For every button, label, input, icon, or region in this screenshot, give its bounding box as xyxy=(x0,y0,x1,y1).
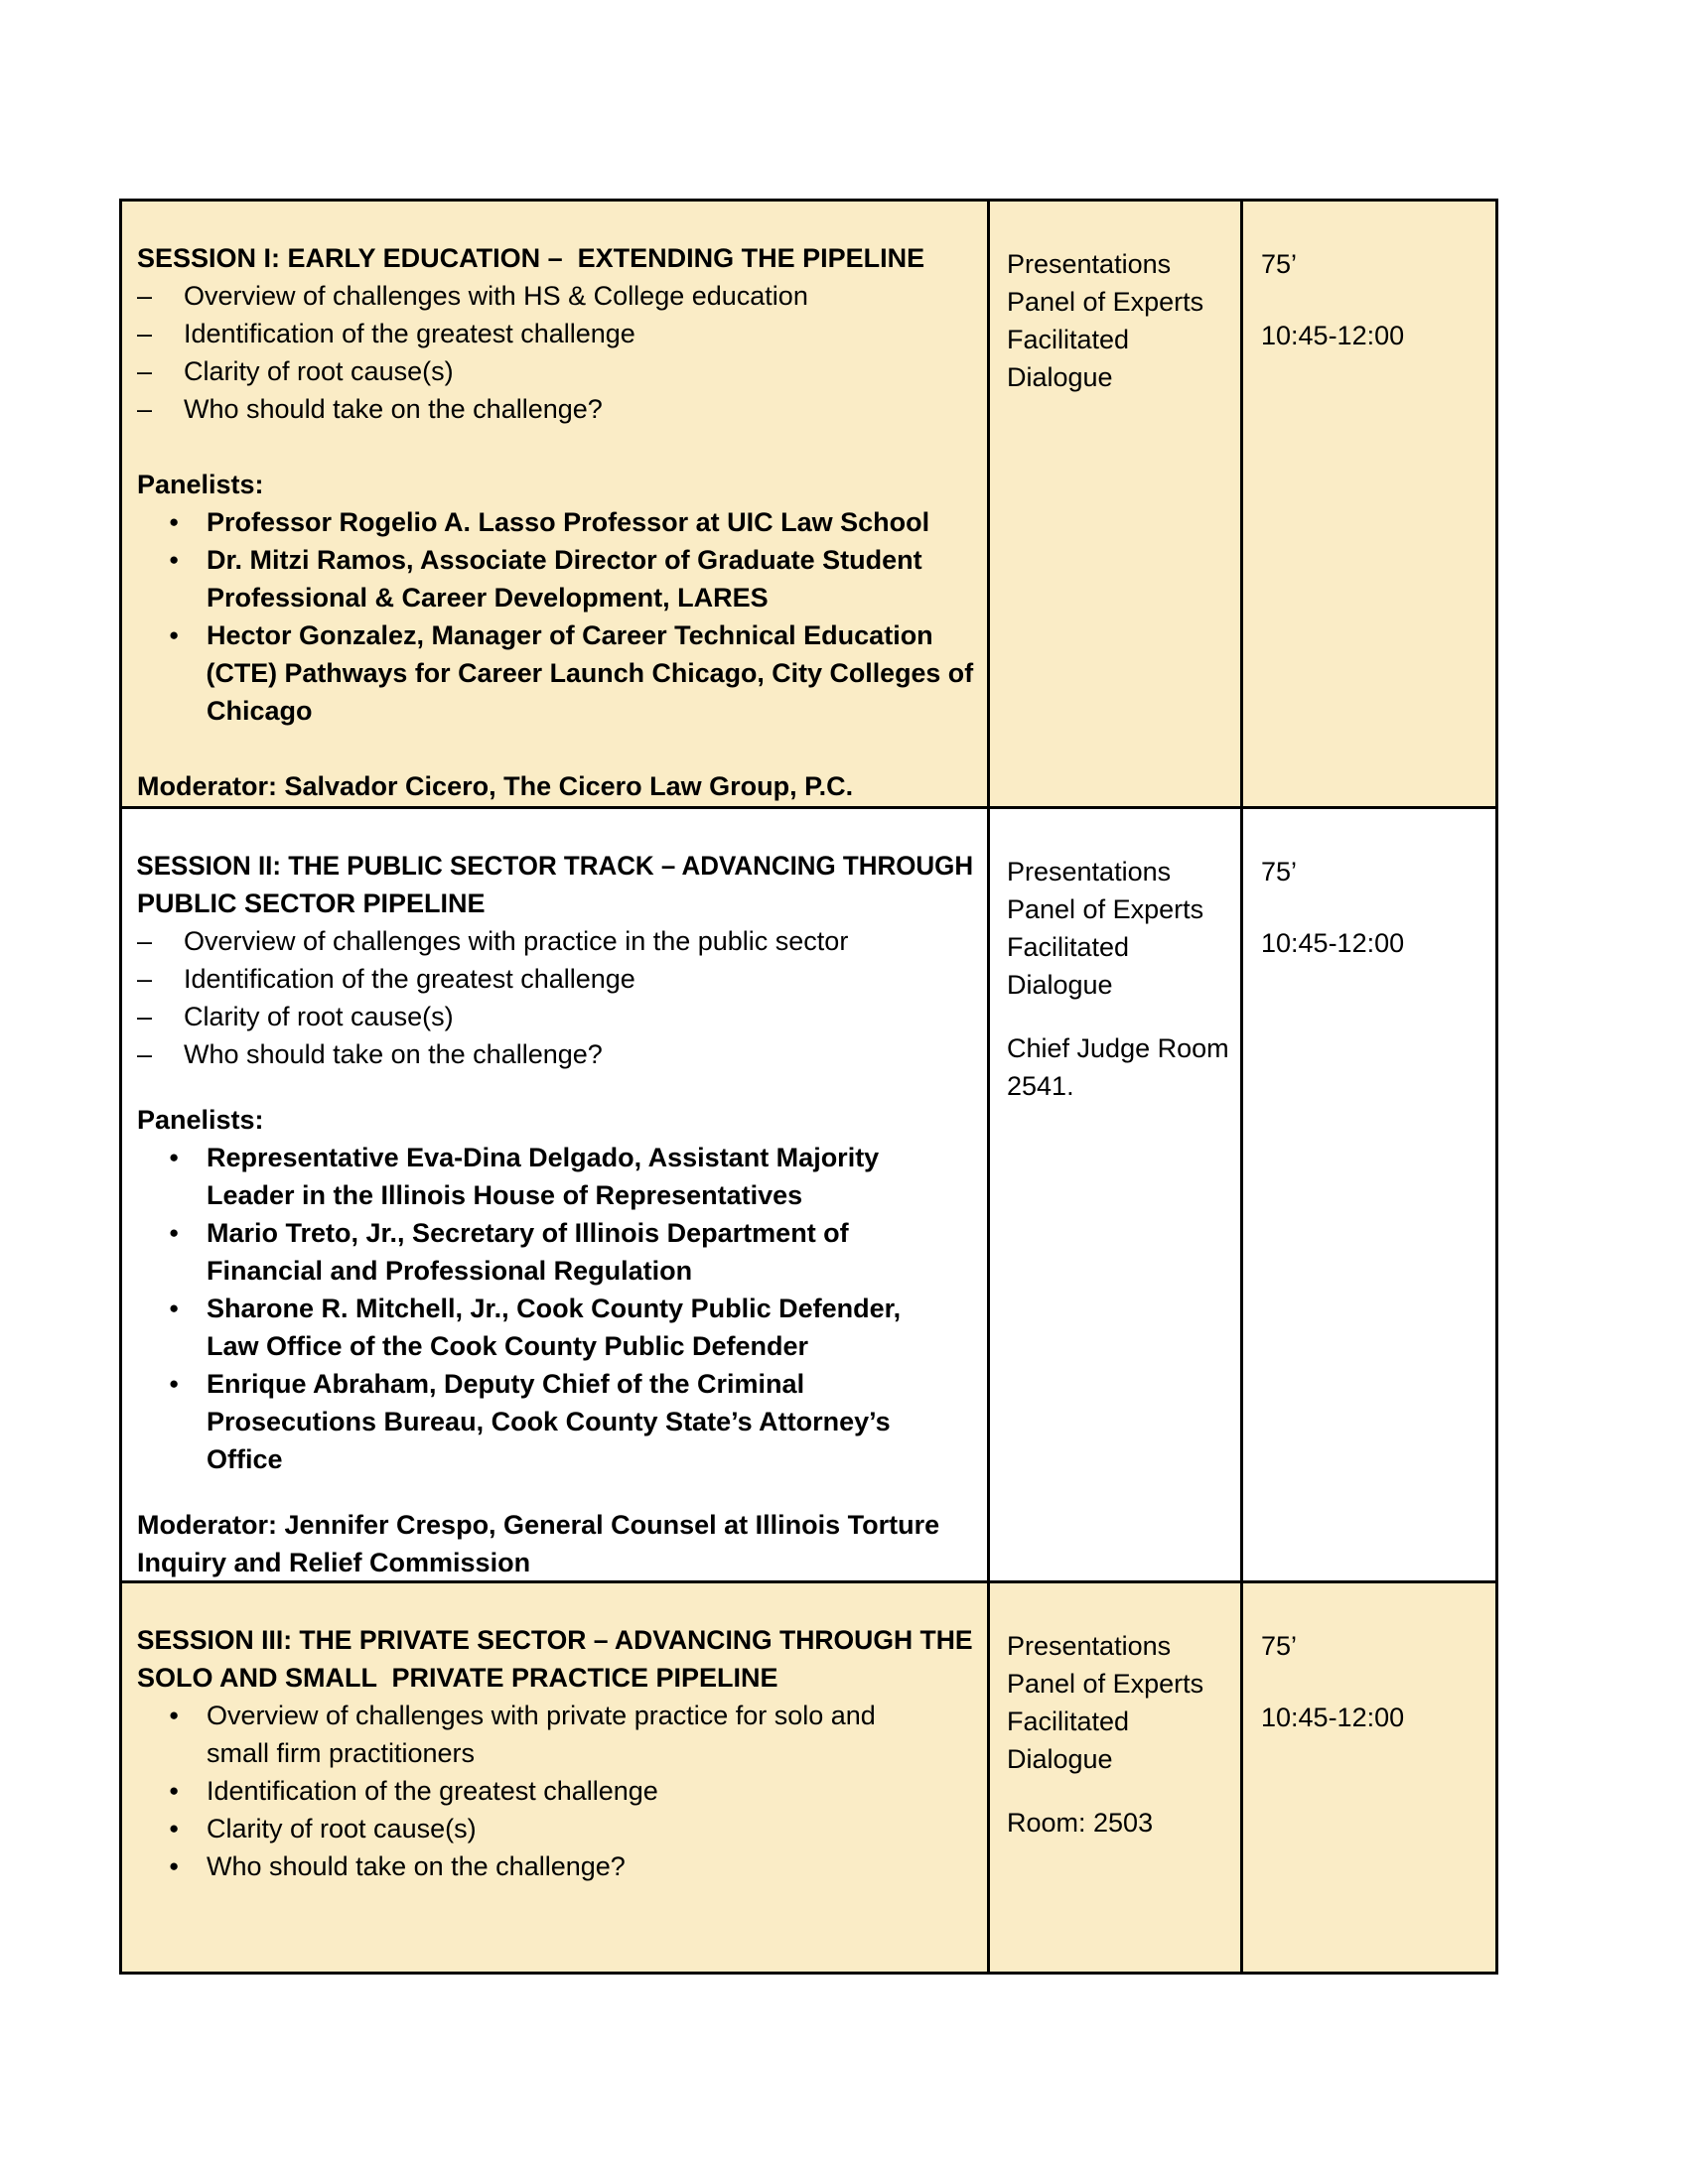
topic-text: Identification of the greatest challenge xyxy=(184,319,635,348)
panelist-item xyxy=(122,541,973,579)
format-line: Panel of Experts xyxy=(1007,1669,1204,1699)
moderator-line-cont: Inquiry and Relief Commission xyxy=(137,1548,531,1577)
dash-icon: – xyxy=(137,394,153,424)
session-1-details-cell xyxy=(122,202,987,806)
topic-text: Overview of challenges with private practice for solo and xyxy=(207,1701,876,1730)
panelist-text-cont: Professional & Career Development, LARES xyxy=(207,583,769,613)
topic-item xyxy=(122,1035,973,1073)
bullet-icon: ● xyxy=(169,1781,180,1800)
session-3-time-cell xyxy=(1240,1583,1495,1972)
panelist-text: Hector Gonzalez, Manager of Career Technical Education xyxy=(207,620,933,650)
session-3-details-cell xyxy=(122,1583,987,1972)
session-title: SESSION II: THE PUBLIC SECTOR TRACK – ADVANCING THROUGH xyxy=(136,851,974,881)
session-row-1 xyxy=(122,202,1495,806)
topic-item xyxy=(122,1810,973,1847)
format-line: Facilitated xyxy=(1007,1706,1130,1736)
bullet-icon: ● xyxy=(169,1298,180,1317)
topic-text: Overview of challenges with HS & College education xyxy=(184,281,808,311)
dash-icon: – xyxy=(137,319,153,348)
panelist-text: Mario Treto, Jr., Secretary of Illinois Department of xyxy=(207,1218,849,1248)
panelist-text: Enrique Abraham, Deputy Chief of the Criminal xyxy=(207,1369,805,1399)
agenda-table xyxy=(119,199,1498,1975)
dash-icon: – xyxy=(137,926,153,956)
session-3-format-cell xyxy=(987,1583,1240,1972)
format-line: Facilitated xyxy=(1007,325,1130,354)
panelist-item xyxy=(122,503,973,541)
panelist-text-cont: (CTE) Pathways for Career Launch Chicago, City Colleges of xyxy=(206,658,974,688)
duration: 75’ xyxy=(1261,857,1298,887)
topic-item xyxy=(122,960,973,998)
topic-text: Who should take on the challenge? xyxy=(184,1039,603,1069)
format-line: Presentations xyxy=(1007,249,1172,279)
panelist-text-cont: Chicago xyxy=(207,696,313,726)
spacer xyxy=(1261,890,1487,924)
session-title-cont: SOLO AND SMALL PRIVATE PRACTICE PIPELINE xyxy=(137,1663,778,1693)
bullet-icon: ● xyxy=(169,625,180,644)
time-range: 10:45-12:00 xyxy=(1261,321,1405,350)
topic-text: Who should take on the challenge? xyxy=(184,394,603,424)
panelist-text-cont: Prosecutions Bureau, Cook County State’s Attorney’s xyxy=(207,1407,891,1436)
session-row-3 xyxy=(122,1580,1495,1972)
panelist-text-cont: Law Office of the Cook County Public Defender xyxy=(207,1331,809,1361)
spacer xyxy=(1261,283,1487,317)
topic-text: Clarity of root cause(s) xyxy=(207,1814,477,1843)
session-1-time-cell xyxy=(1240,202,1495,806)
panelist-item xyxy=(122,1214,973,1252)
bullet-icon: ● xyxy=(169,512,180,531)
spacer xyxy=(1007,1004,1232,1029)
panelist-text-cont: Office xyxy=(207,1444,283,1474)
bullet-icon: ● xyxy=(169,1148,180,1166)
session-2-time-cell xyxy=(1240,809,1495,1580)
panelist-item xyxy=(122,1139,973,1176)
topic-text: Overview of challenges with practice in the public sector xyxy=(184,926,849,956)
dash-icon: – xyxy=(137,281,153,311)
location-line: Chief Judge Room xyxy=(1007,1033,1229,1063)
panelist-item xyxy=(122,616,973,654)
bullet-icon: ● xyxy=(169,1819,180,1838)
bullet-icon: ● xyxy=(169,1374,180,1393)
topic-item xyxy=(122,277,973,315)
session-title: SESSION I: EARLY EDUCATION – EXTENDING THE PIPELINE xyxy=(137,243,925,273)
dash-icon: – xyxy=(137,356,153,386)
format-line: Dialogue xyxy=(1007,362,1113,392)
spacer xyxy=(122,1478,973,1506)
dash-icon: – xyxy=(137,964,153,994)
session-2-details-cell xyxy=(122,809,987,1580)
topic-item xyxy=(122,315,973,352)
panelist-item xyxy=(122,1365,973,1403)
topic-item xyxy=(122,1847,973,1885)
format-line: Presentations xyxy=(1007,1631,1172,1661)
panelist-text-cont: Leader in the Illinois House of Representatives xyxy=(207,1180,803,1210)
topic-item xyxy=(122,1697,973,1734)
format-line: Facilitated xyxy=(1007,932,1130,962)
panelist-text: Dr. Mitzi Ramos, Associate Director of Graduate Student xyxy=(207,545,922,575)
format-line: Panel of Experts xyxy=(1007,894,1204,924)
topic-text: Identification of the greatest challenge xyxy=(207,1776,658,1806)
moderator-line: Moderator: Salvador Cicero, The Cicero Law Group, P.C. xyxy=(137,771,854,801)
topic-text-cont: small firm practitioners xyxy=(207,1738,476,1768)
bullet-icon: ● xyxy=(169,550,180,569)
format-line: Dialogue xyxy=(1007,1744,1113,1774)
topic-item xyxy=(122,390,973,428)
topic-item xyxy=(122,1772,973,1810)
dash-icon: – xyxy=(137,1002,153,1031)
topic-item xyxy=(122,998,973,1035)
panelist-item xyxy=(122,1290,973,1327)
session-1-format-cell xyxy=(987,202,1240,806)
topic-text: Who should take on the challenge? xyxy=(207,1851,626,1881)
session-title-cont: PUBLIC SECTOR PIPELINE xyxy=(137,888,486,918)
moderator-line: Moderator: Jennifer Crespo, General Counsel at Illinois Torture xyxy=(137,1510,940,1540)
session-row-2 xyxy=(122,806,1495,1580)
dash-icon: – xyxy=(137,1039,153,1069)
bullet-icon: ● xyxy=(169,1223,180,1242)
duration: 75’ xyxy=(1261,1631,1298,1661)
panelist-text: Sharone R. Mitchell, Jr., Cook County Public Defender, xyxy=(207,1294,902,1323)
spacer xyxy=(1261,1665,1487,1699)
topic-text: Clarity of root cause(s) xyxy=(184,356,454,386)
location-line: 2541. xyxy=(1007,1071,1074,1101)
location-line: Room: 2503 xyxy=(1007,1808,1154,1838)
panelists-heading: Panelists: xyxy=(137,1105,264,1135)
panelists-heading: Panelists: xyxy=(137,470,264,499)
spacer xyxy=(122,428,973,466)
format-line: Dialogue xyxy=(1007,970,1113,1000)
bullet-icon: ● xyxy=(169,1706,180,1724)
spacer xyxy=(122,730,973,767)
topic-text: Clarity of root cause(s) xyxy=(184,1002,454,1031)
spacer xyxy=(122,1073,973,1101)
topic-text: Identification of the greatest challenge xyxy=(184,964,635,994)
time-range: 10:45-12:00 xyxy=(1261,928,1405,958)
format-line: Presentations xyxy=(1007,857,1172,887)
panelist-text: Professor Rogelio A. Lasso Professor at UIC Law School xyxy=(207,507,930,537)
time-range: 10:45-12:00 xyxy=(1261,1703,1405,1732)
panelist-text: Representative Eva-Dina Delgado, Assistant Majority xyxy=(207,1143,880,1172)
spacer xyxy=(1007,1778,1232,1804)
session-2-format-cell xyxy=(987,809,1240,1580)
format-line: Panel of Experts xyxy=(1007,287,1204,317)
session-title: SESSION III: THE PRIVATE SECTOR – ADVANCING THROUGH THE xyxy=(136,1625,973,1655)
duration: 75’ xyxy=(1261,249,1298,279)
topic-item xyxy=(122,352,973,390)
bullet-icon: ● xyxy=(169,1856,180,1875)
topic-item xyxy=(122,922,973,960)
panelist-text-cont: Financial and Professional Regulation xyxy=(207,1256,693,1286)
